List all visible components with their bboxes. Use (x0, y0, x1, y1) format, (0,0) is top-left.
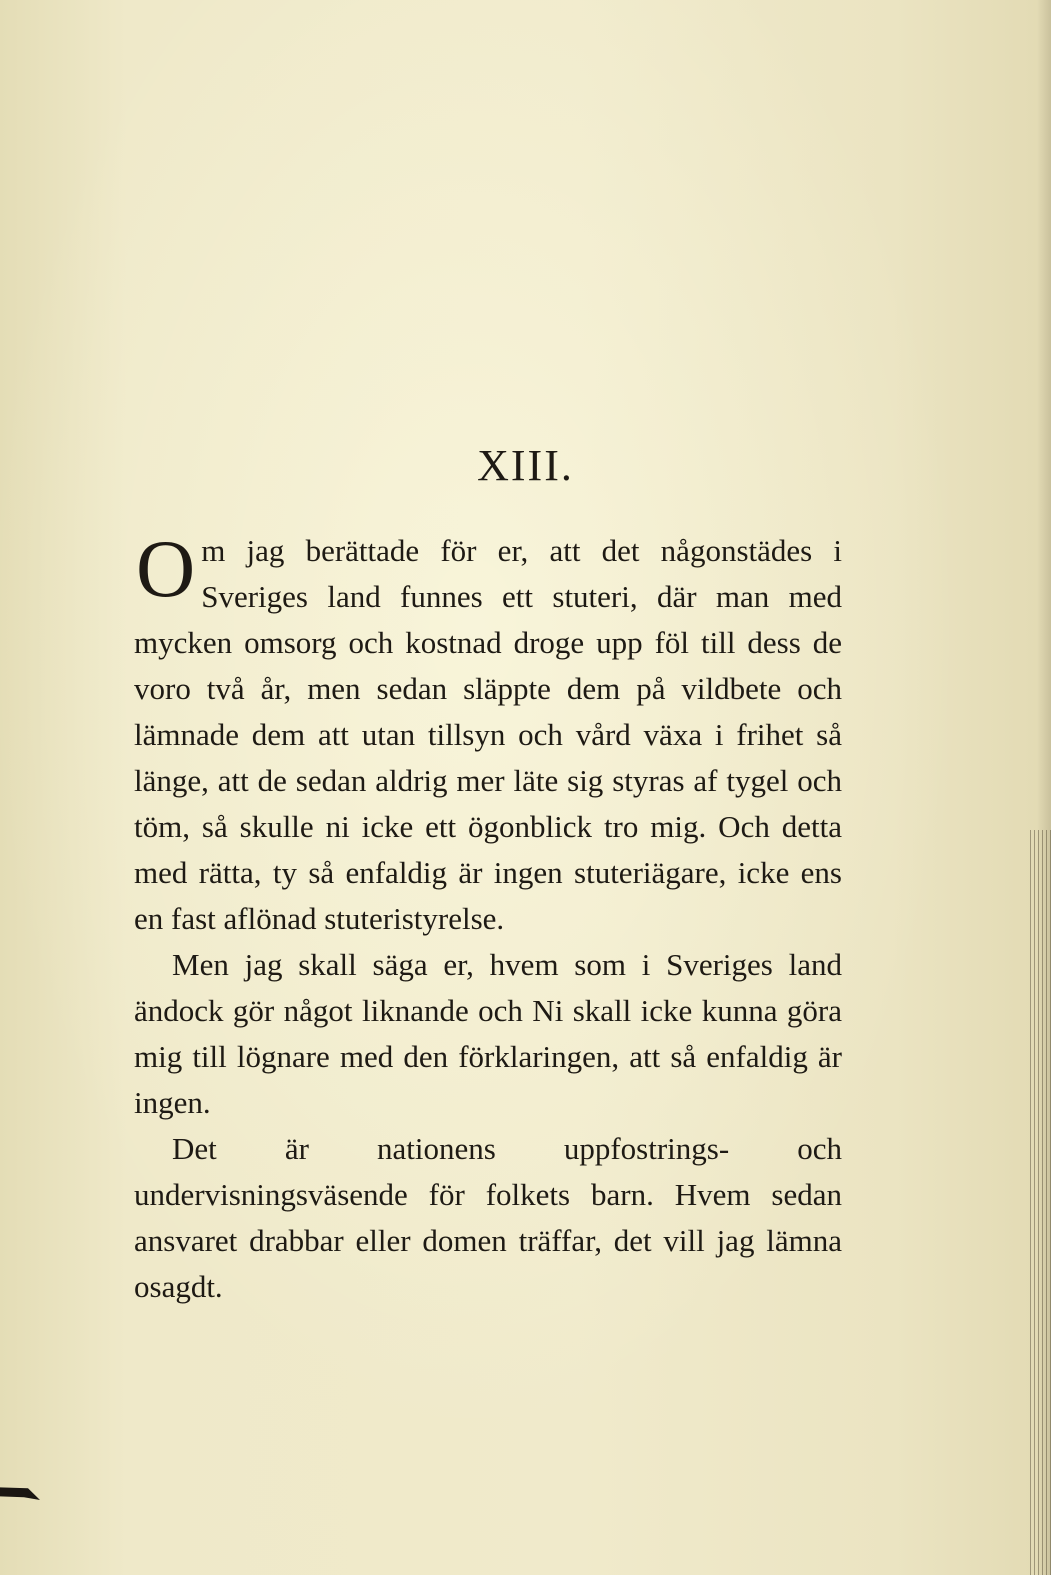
scan-artifact-mark (0, 1482, 40, 1500)
chapter-heading: XIII. (477, 441, 574, 490)
paragraph-3: Det är nationens uppfostrings- och undervisningsväsende för folkets barn. Hvem sedan ansvaret drabbar eller domen träffar, det vill jag lämna osagdt. (134, 1131, 842, 1304)
body-text (134, 523, 842, 1310)
paragraph-1-text: m jag berättade för er, att det någonstädes i Sveriges land funnes ett stuteri, där man med mycken omsorg och kostnad droge upp föl till dess de voro två år, men sedan släppte dem på vildbete och lämnade dem att utan tillsyn och vård växa i frihet så länge, att de sedan aldrig mer läte sig styras af tygel och töm, så skulle ni icke ett ögonblick tro mig. Och detta med rätta, ty så enfaldig är ingen stuteriägare, icke ens en fast aflönad stuteristyrelse. (134, 533, 842, 936)
paragraph-1 (134, 523, 842, 942)
paragraph-2: Men jag skall säga er, hvem som i Sveriges land ändock gör något liknande och Ni skall icke kunna göra mig till lögnare med den förklaringen, att så enfaldig är ingen. (134, 947, 842, 1120)
drop-cap: O (136, 523, 196, 614)
page-edge-texture (1027, 830, 1051, 1575)
